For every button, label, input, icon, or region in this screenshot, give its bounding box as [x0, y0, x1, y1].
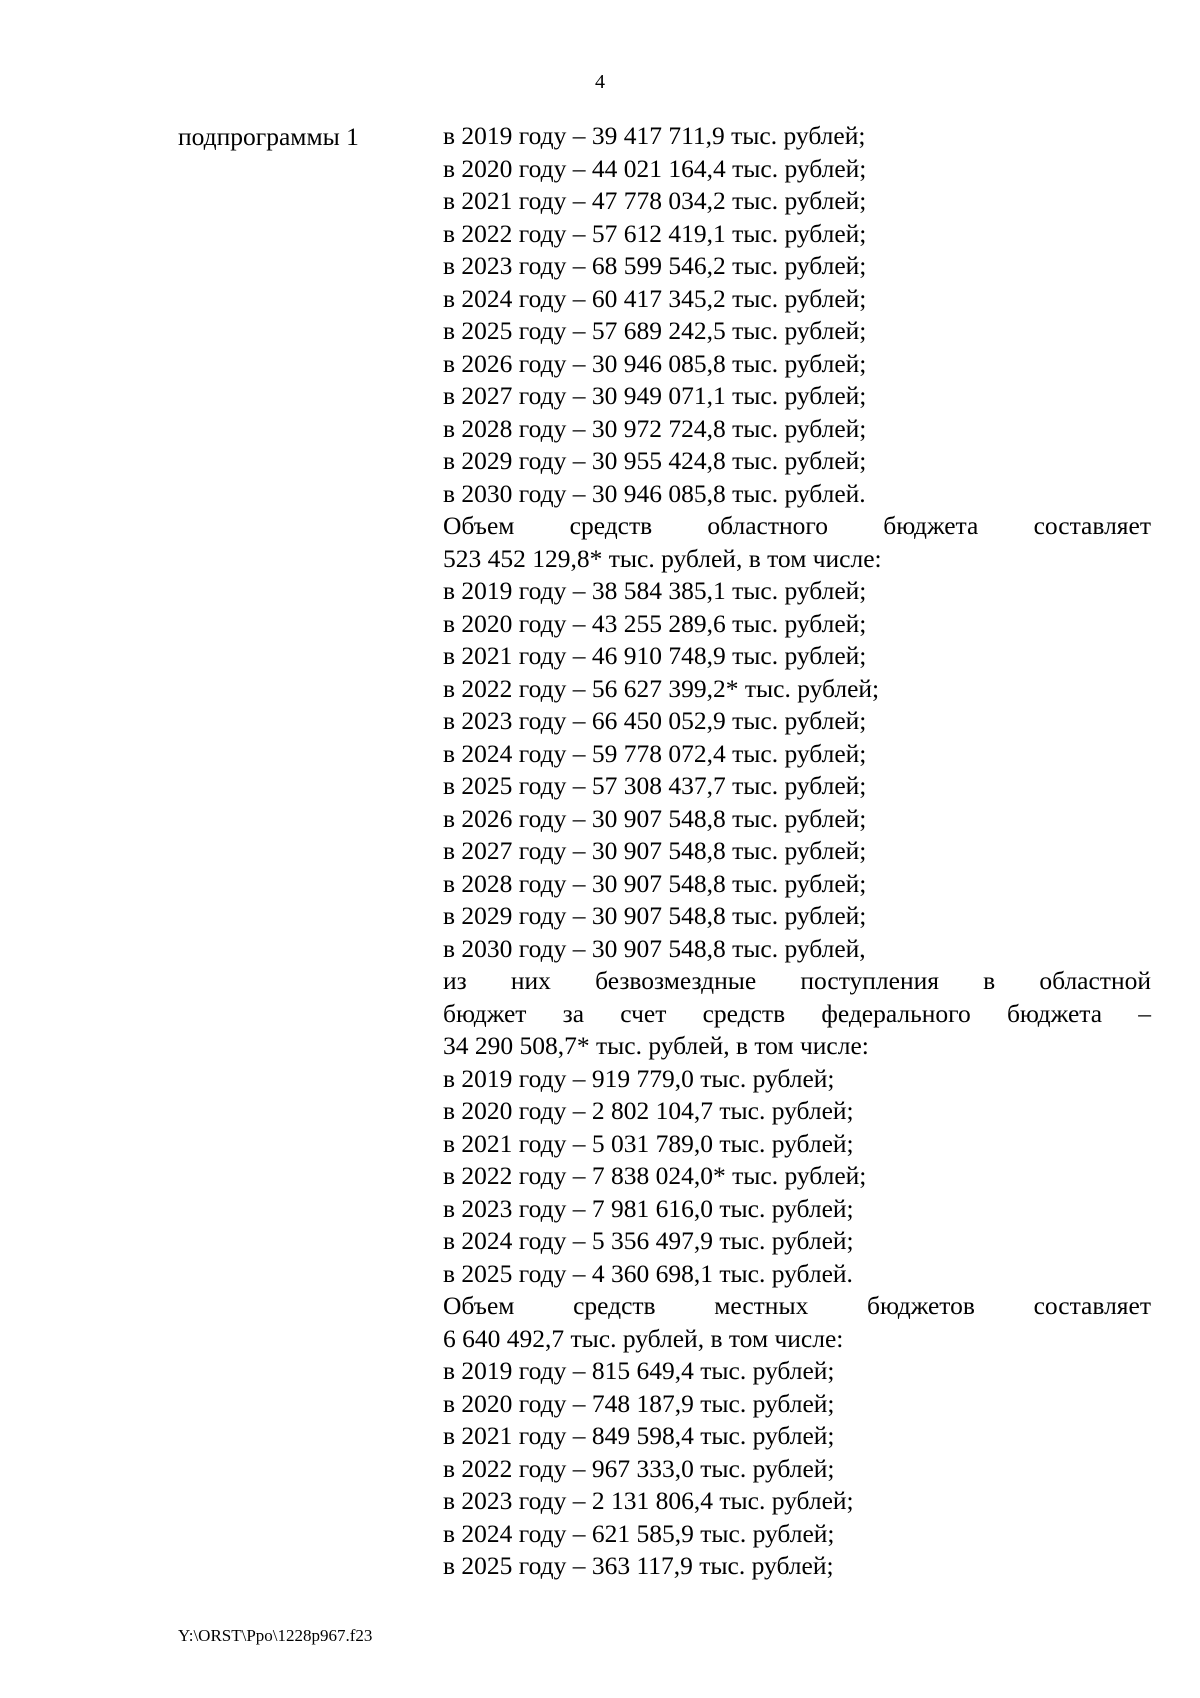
funding-line: в 2019 году – 38 584 385,1 тыс. рублей;	[443, 576, 867, 605]
funding-line: в 2019 году – 39 417 711,9 тыс. рублей;	[443, 121, 866, 150]
funding-line: в 2022 году – 56 627 399,2* тыс. рублей;	[443, 673, 880, 703]
funding-line: в 2024 году – 60 417 345,2 тыс. рублей;	[443, 283, 867, 313]
funding-line: в 2020 году – 44 021 164,4 тыс. рублей;	[443, 153, 867, 183]
funding-line: из них безвозмездные поступления в областной	[443, 966, 1151, 995]
funding-line: бюджет за счет средств федерального бюджета –	[443, 998, 1151, 1028]
funding-line: в 2028 году – 30 907 548,8 тыс. рублей;	[443, 868, 867, 898]
funding-line: в 2023 году – 66 450 052,9 тыс. рублей;	[443, 706, 867, 735]
funding-line: в 2027 году – 30 949 071,1 тыс. рублей;	[443, 381, 867, 410]
funding-line: 523 452 129,8* тыс. рублей, в том числе:	[443, 543, 882, 573]
funding-line: в 2020 году – 2 802 104,7 тыс. рублей;	[443, 1096, 854, 1125]
funding-line: в 2023 году – 7 981 616,0 тыс. рублей;	[443, 1193, 854, 1223]
funding-line: в 2027 году – 30 907 548,8 тыс. рублей;	[443, 836, 867, 865]
funding-line: в 2025 году – 4 360 698,1 тыс. рублей.	[443, 1258, 853, 1288]
funding-line: в 2021 году – 5 031 789,0 тыс. рублей;	[443, 1128, 854, 1158]
funding-line: в 2022 году – 967 333,0 тыс. рублей;	[443, 1453, 835, 1483]
page-number: 4	[595, 71, 605, 93]
funding-line: в 2024 году – 621 585,9 тыс. рублей;	[443, 1518, 835, 1548]
funding-line: в 2020 году – 748 187,9 тыс. рублей;	[443, 1388, 835, 1418]
subprogram-label: подпрограммы 1	[178, 122, 359, 151]
funding-line: в 2022 году – 7 838 024,0* тыс. рублей;	[443, 1161, 867, 1190]
funding-line: Объем средств местных бюджетов составляет	[443, 1291, 1151, 1320]
funding-line: в 2021 году – 47 778 034,2 тыс. рублей;	[443, 186, 867, 215]
funding-line: в 2021 году – 46 910 748,9 тыс. рублей;	[443, 641, 867, 670]
funding-line: в 2024 году – 59 778 072,4 тыс. рублей;	[443, 738, 867, 768]
funding-line: в 2025 году – 57 308 437,7 тыс. рублей;	[443, 771, 867, 800]
funding-line: в 2020 году – 43 255 289,6 тыс. рублей;	[443, 608, 867, 638]
funding-line: в 2029 году – 30 955 424,8 тыс. рублей;	[443, 446, 867, 475]
funding-line: в 2028 году – 30 972 724,8 тыс. рублей;	[443, 413, 867, 443]
funding-line: Объем средств областного бюджета составляет	[443, 511, 1151, 540]
funding-line: в 2029 году – 30 907 548,8 тыс. рублей;	[443, 901, 867, 930]
funding-line: в 2026 году – 30 907 548,8 тыс. рублей;	[443, 803, 867, 833]
funding-line: в 2024 году – 5 356 497,9 тыс. рублей;	[443, 1226, 854, 1255]
funding-line: в 2019 году – 919 779,0 тыс. рублей;	[443, 1063, 835, 1093]
funding-line: в 2023 году – 68 599 546,2 тыс. рублей;	[443, 251, 867, 280]
funding-line: в 2025 году – 57 689 242,5 тыс. рублей;	[443, 316, 867, 345]
funding-line: в 2025 году – 363 117,9 тыс. рублей;	[443, 1551, 834, 1580]
file-path-footer: Y:\ORST\Ppo\1228p967.f23	[178, 1626, 373, 1645]
funding-line: 6 640 492,7 тыс. рублей, в том числе:	[443, 1323, 844, 1353]
funding-line: в 2021 году – 849 598,4 тыс. рублей;	[443, 1421, 835, 1450]
funding-text-block	[443, 120, 1151, 1583]
funding-line: в 2019 году – 815 649,4 тыс. рублей;	[443, 1356, 835, 1385]
funding-line: в 2026 году – 30 946 085,8 тыс. рублей;	[443, 348, 867, 378]
funding-line: в 2023 году – 2 131 806,4 тыс. рублей;	[443, 1486, 854, 1515]
funding-line: в 2030 году – 30 907 548,8 тыс. рублей,	[443, 933, 866, 963]
funding-line: 34 290 508,7* тыс. рублей, в том числе:	[443, 1031, 869, 1060]
funding-line: в 2022 году – 57 612 419,1 тыс. рублей;	[443, 218, 867, 248]
funding-line: в 2030 году – 30 946 085,8 тыс. рублей.	[443, 478, 866, 508]
